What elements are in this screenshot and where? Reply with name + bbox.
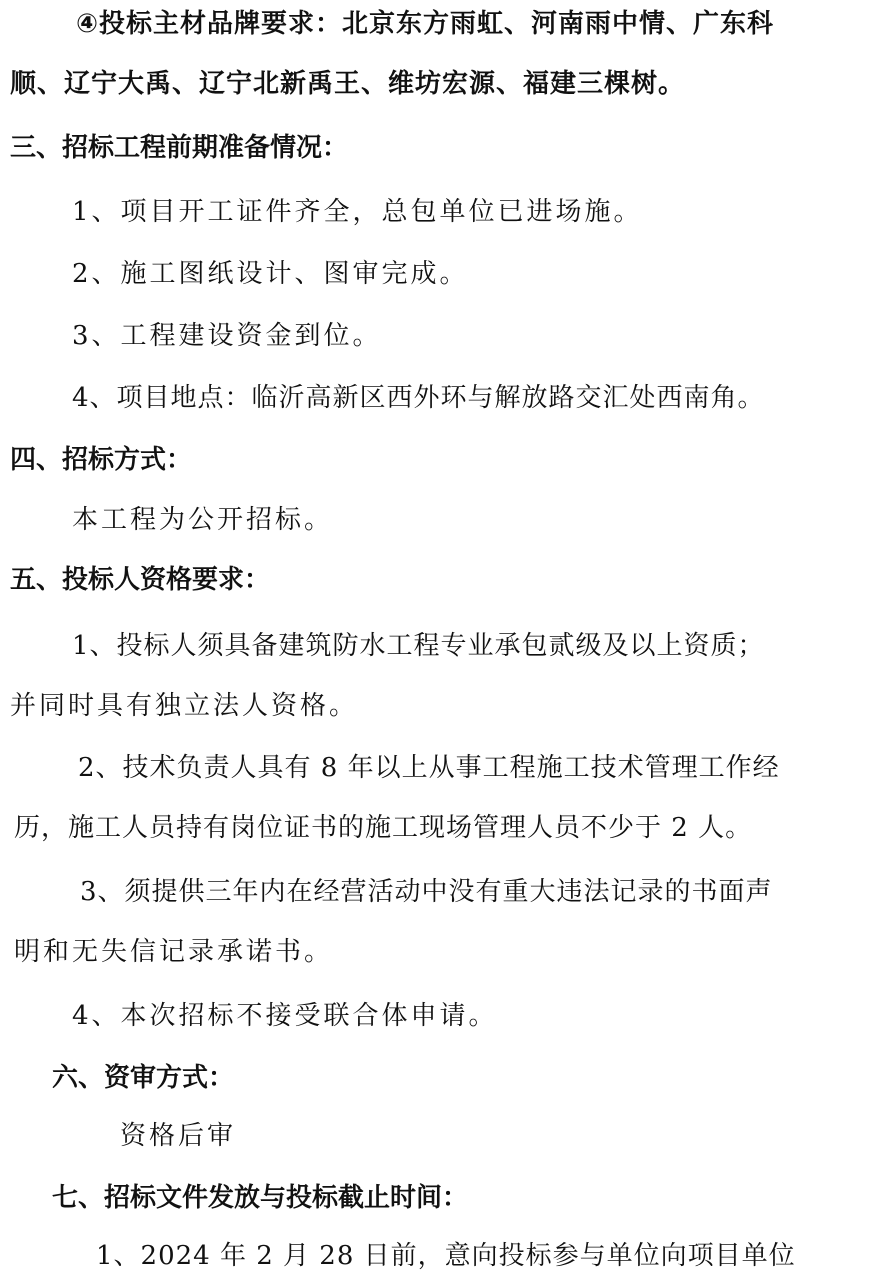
bid-method-text: 本工程为公开招标。 bbox=[72, 505, 334, 535]
section-3-heading: 三、招标工程前期准备情况： bbox=[10, 133, 349, 163]
qualification-item-3-line-2: 明和无失信记录承诺书。 bbox=[14, 937, 334, 967]
prep-item-4: 4、项目地点：临沂高新区西外环与解放路交汇处西南角。 bbox=[72, 383, 765, 413]
brand-requirement-line-1: ④投标主材品牌要求：北京东方雨虹、河南雨中情、广东科 bbox=[76, 9, 775, 39]
brand-requirement-line-2: 顺、辽宁大禹、辽宁北新禹王、维坊宏源、福建三棵树。 bbox=[10, 69, 686, 99]
prep-item-2: 2、施工图纸设计、图审完成。 bbox=[72, 259, 469, 289]
qualification-item-4: 4、本次招标不接受联合体申请。 bbox=[72, 1001, 498, 1031]
section-4-heading: 四、招标方式： bbox=[10, 445, 193, 475]
prep-item-3: 3、工程建设资金到位。 bbox=[72, 321, 382, 351]
qualification-item-3-line-1: 3、须提供三年内在经营活动中没有重大违法记录的书面声 bbox=[80, 877, 773, 907]
qualification-item-2-line-2: 历，施工人员持有岗位证书的施工现场管理人员不少于 2 人。 bbox=[14, 813, 753, 843]
qualification-item-2-line-1: 2、技术负责人具有 8 年以上从事工程施工技术管理工作经 bbox=[78, 753, 780, 783]
section-5-heading: 五、投标人资格要求： bbox=[10, 565, 271, 595]
schedule-item-1: 1、2024 年 2 月 28 日前，意向投标参与单位向项目单位 bbox=[96, 1241, 796, 1271]
section-6-heading: 六、资审方式： bbox=[52, 1063, 235, 1093]
qualification-item-1-line-2: 并同时具有独立法人资格。 bbox=[10, 691, 359, 721]
qualification-item-1-line-1: 1、投标人须具备建筑防水工程专业承包贰级及以上资质； bbox=[72, 631, 765, 661]
review-method-text: 资格后审 bbox=[120, 1121, 237, 1151]
section-7-heading: 七、招标文件发放与投标截止时间： bbox=[52, 1183, 469, 1213]
prep-item-1: 1、项目开工证件齐全，总包单位已进场施。 bbox=[72, 197, 643, 227]
